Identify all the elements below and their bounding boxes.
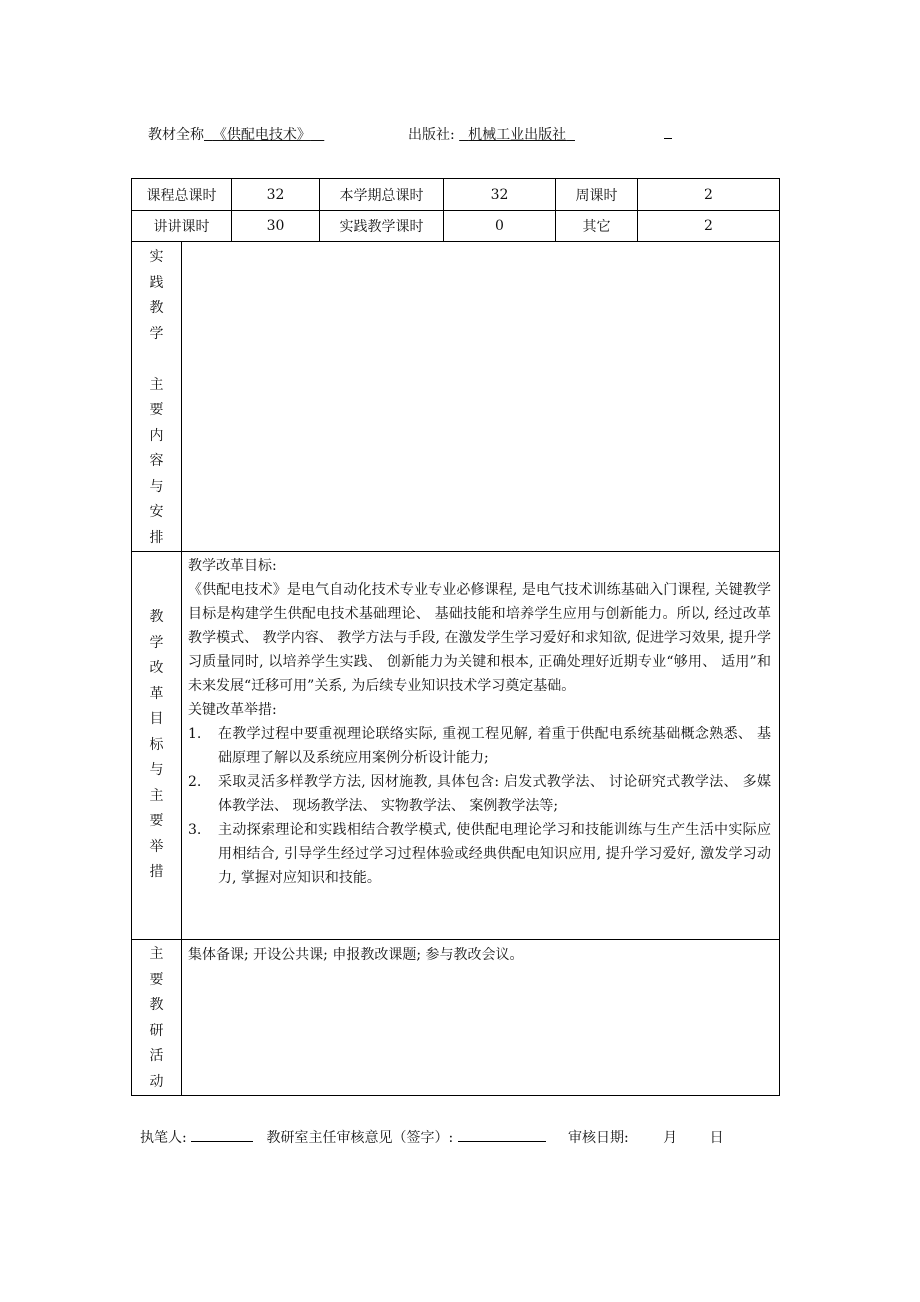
total-hours-value: 32 [232, 179, 320, 211]
research-row [132, 940, 780, 1096]
other-hours-label: 其它 [556, 211, 638, 242]
semester-hours-label: 本学期总课时 [320, 179, 444, 211]
hours-row-1 [132, 179, 780, 211]
practice-vertical-label: 实 践 教 学 主 要 内 容 与 安 排 [149, 249, 164, 546]
director-signature-field[interactable] [458, 1127, 546, 1142]
director-label: 教研室主任审核意见（签字）: [266, 1130, 454, 1146]
reform-label-cell [132, 552, 182, 940]
list-item: 1. 在教学过程中要重视理论联络实际, 重视工程见解, 着重于供配电系统基础概念熟悉、 基础原理了解以及系统应用案例分析设计能力; [188, 726, 771, 766]
course-plan-table [131, 178, 780, 1096]
research-vertical-label: 主 要 教 研 活 动 [149, 946, 164, 1090]
other-hours-value: 2 [638, 211, 780, 242]
textbook-name: 《供配电技术》 [212, 127, 311, 143]
textbook-line [148, 124, 324, 144]
author-label: 执笔人: [140, 1130, 187, 1146]
reform-measures-title: 关键改革举措: [188, 702, 277, 718]
practice-content [182, 242, 780, 552]
practice-label-cell [132, 242, 182, 552]
total-hours-label: 课程总课时 [132, 179, 232, 211]
reform-content-cell [182, 552, 780, 940]
day-label: 日 [709, 1130, 724, 1146]
lecture-hours-label: 讲讲课时 [132, 211, 232, 242]
reform-row [132, 552, 780, 940]
practice-hours-label: 实践教学课时 [320, 211, 444, 242]
reform-vertical-label: 教 学 改 革 目 标 与 主 要 举 措 [149, 609, 164, 881]
research-content-cell [182, 940, 780, 1096]
lecture-hours-value: 30 [232, 211, 320, 242]
practice-hours-value: 0 [444, 211, 556, 242]
research-text: 集体备课; 开设公共课; 申报教改课题; 参与教改会议。 [188, 947, 524, 963]
header-trailing-blank [664, 124, 672, 143]
practice-row [132, 242, 780, 552]
hours-row-2 [132, 211, 780, 242]
signature-footer [140, 1127, 724, 1147]
review-date-label: 审核日期: [567, 1130, 629, 1146]
semester-hours-value: 32 [444, 179, 556, 211]
textbook-label: 教材全称 [148, 127, 204, 143]
reform-goal-text: 《供配电技术》是电气自动化技术专业专业必修课程, 是电气技术训练基础入门课程, 关键教学目标是构建学生供配电技术基础理论、 基础技能和培养学生应用与创新能力。所以, 经过改革教学模式、 教学内容、 教学方法与手段, 在激发学生学习爱好和求知欲, 促进学习效果, 提升学习质量同时, 以培养学生实践、 创新能力为关键和根本, 正确处理好近期专业“够用、 适用”和未来发展“迁移可用”关系, 为后续专业知识技术学习奠定基础。 [188, 582, 771, 694]
research-label-cell [132, 940, 182, 1096]
list-item: 2. 采取灵活多样教学方法, 因材施教, 具体包含: 启发式教学法、 讨论研究式教学法、 多媒体教学法、 现场教学法、 实物教学法、 案例教学法等; [188, 774, 771, 814]
author-signature-field[interactable] [191, 1127, 253, 1142]
publisher-label: 出版社: [408, 127, 455, 143]
weekly-hours-value: 2 [638, 179, 780, 211]
weekly-hours-label: 周课时 [556, 179, 638, 211]
reform-goal-title: 教学改革目标: [188, 558, 277, 574]
list-item: 3. 主动探索理论和实践相结合教学模式, 使供配电理论学习和技能训练与生产生活中实际应用相结合, 引导学生经过学习过程体验或经典供配电知识应用, 提升学习爱好, 激发学习动力, 掌握对应知识和技能。 [188, 822, 771, 886]
month-label: 月 [663, 1130, 678, 1146]
reform-measures-list [188, 722, 771, 890]
publisher-name: 机械工业出版社 [468, 127, 567, 143]
publisher-line [408, 124, 575, 144]
